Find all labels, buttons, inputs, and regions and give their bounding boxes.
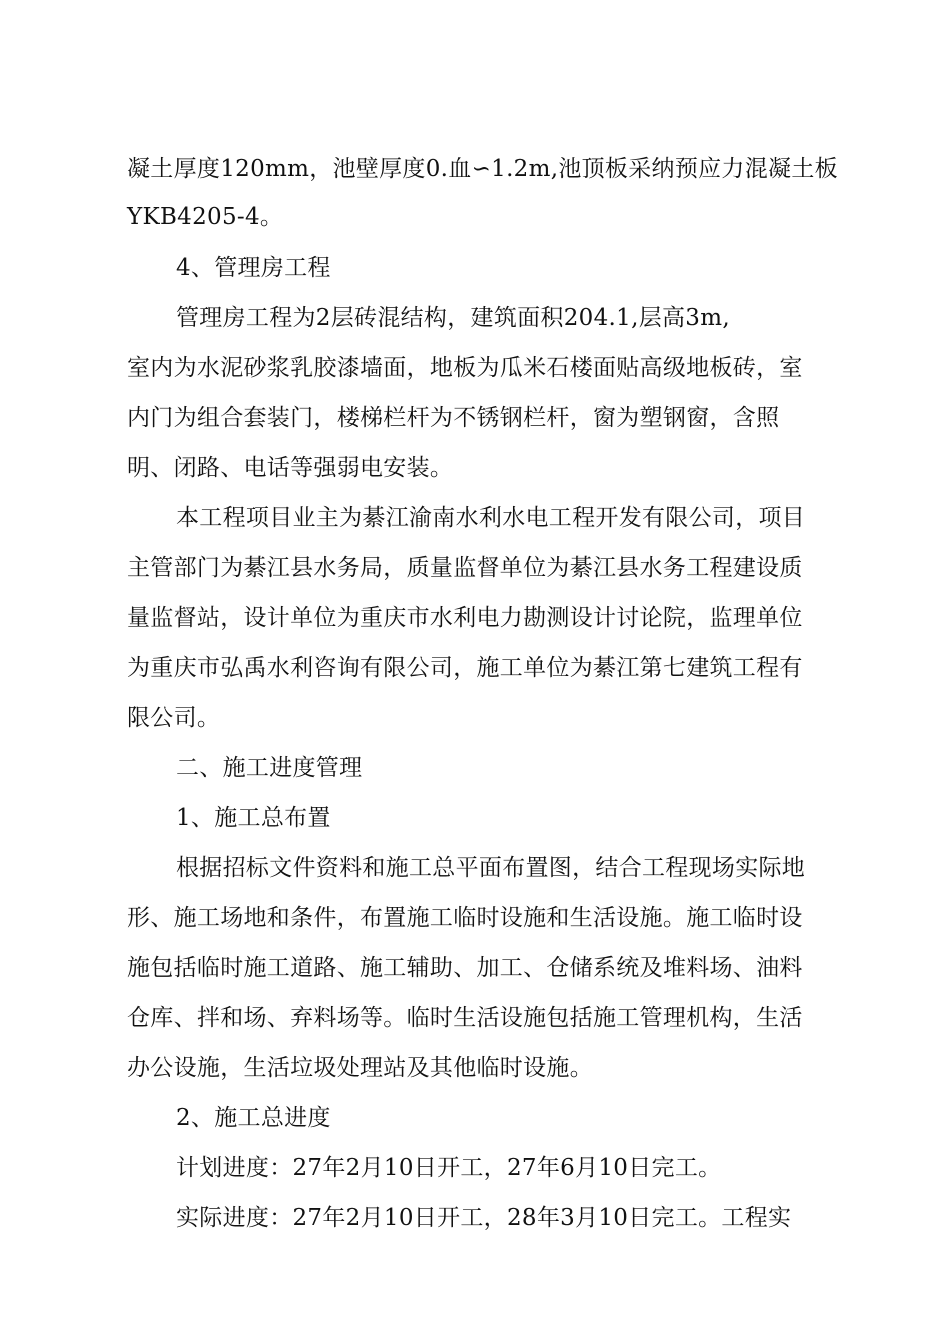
text-line: YKB4205-4。	[127, 204, 284, 230]
text-line: 内门为组合套装门，楼梯栏杆为不锈钢栏杆，窗为塑钢窗，含照	[127, 405, 780, 431]
text-line: 主管部门为綦江县水务局，质量监督单位为綦江县水务工程建设质	[127, 555, 803, 581]
text-line: 明、闭路、电话等强弱电安装。	[127, 455, 454, 481]
text-line: 施包括临时施工道路、施工辅助、加工、仓储系统及堆料场、油料	[127, 955, 803, 981]
text-line: 凝土厚度120mm，池壁厚度0.血∽1.2m,池顶板采纳预应力混凝土板	[127, 156, 838, 182]
text-line: 量监督站，设计单位为重庆市水利电力勘测设计讨论院，监理单位	[127, 605, 803, 631]
section-heading: 1、施工总布置	[176, 805, 331, 831]
section-heading: 二、施工进度管理	[176, 755, 363, 781]
text-line: 形、施工场地和条件，布置施工临时设施和生活设施。施工临时设	[127, 905, 803, 931]
text-line: 实际进度：27年2月10日开工，28年3月10日完工。工程实	[176, 1205, 792, 1231]
section-heading: 4、管理房工程	[176, 255, 331, 281]
text-line: 限公司。	[127, 705, 221, 731]
text-line: 仓库、拌和场、弃料场等。临时生活设施包括施工管理机构，生活	[127, 1005, 803, 1031]
text-line: 计划进度：27年2月10日开工，27年6月10日完工。	[176, 1155, 722, 1181]
text-line: 管理房工程为2层砖混结构，建筑面积204.1,层高3m,	[176, 305, 730, 331]
section-heading: 2、施工总进度	[176, 1105, 331, 1131]
text-line: 室内为水泥砂浆乳胶漆墙面，地板为瓜米石楼面贴高级地板砖，室	[127, 355, 803, 381]
text-line: 根据招标文件资料和施工总平面布置图，结合工程现场实际地	[176, 855, 806, 881]
text-line: 办公设施，生活垃圾处理站及其他临时设施。	[127, 1055, 593, 1081]
text-line: 为重庆市弘禹水利咨询有限公司，施工单位为綦江第七建筑工程有	[127, 655, 803, 681]
text-line: 本工程项目业主为綦江渝南水利水电工程开发有限公司，项目	[176, 505, 806, 531]
